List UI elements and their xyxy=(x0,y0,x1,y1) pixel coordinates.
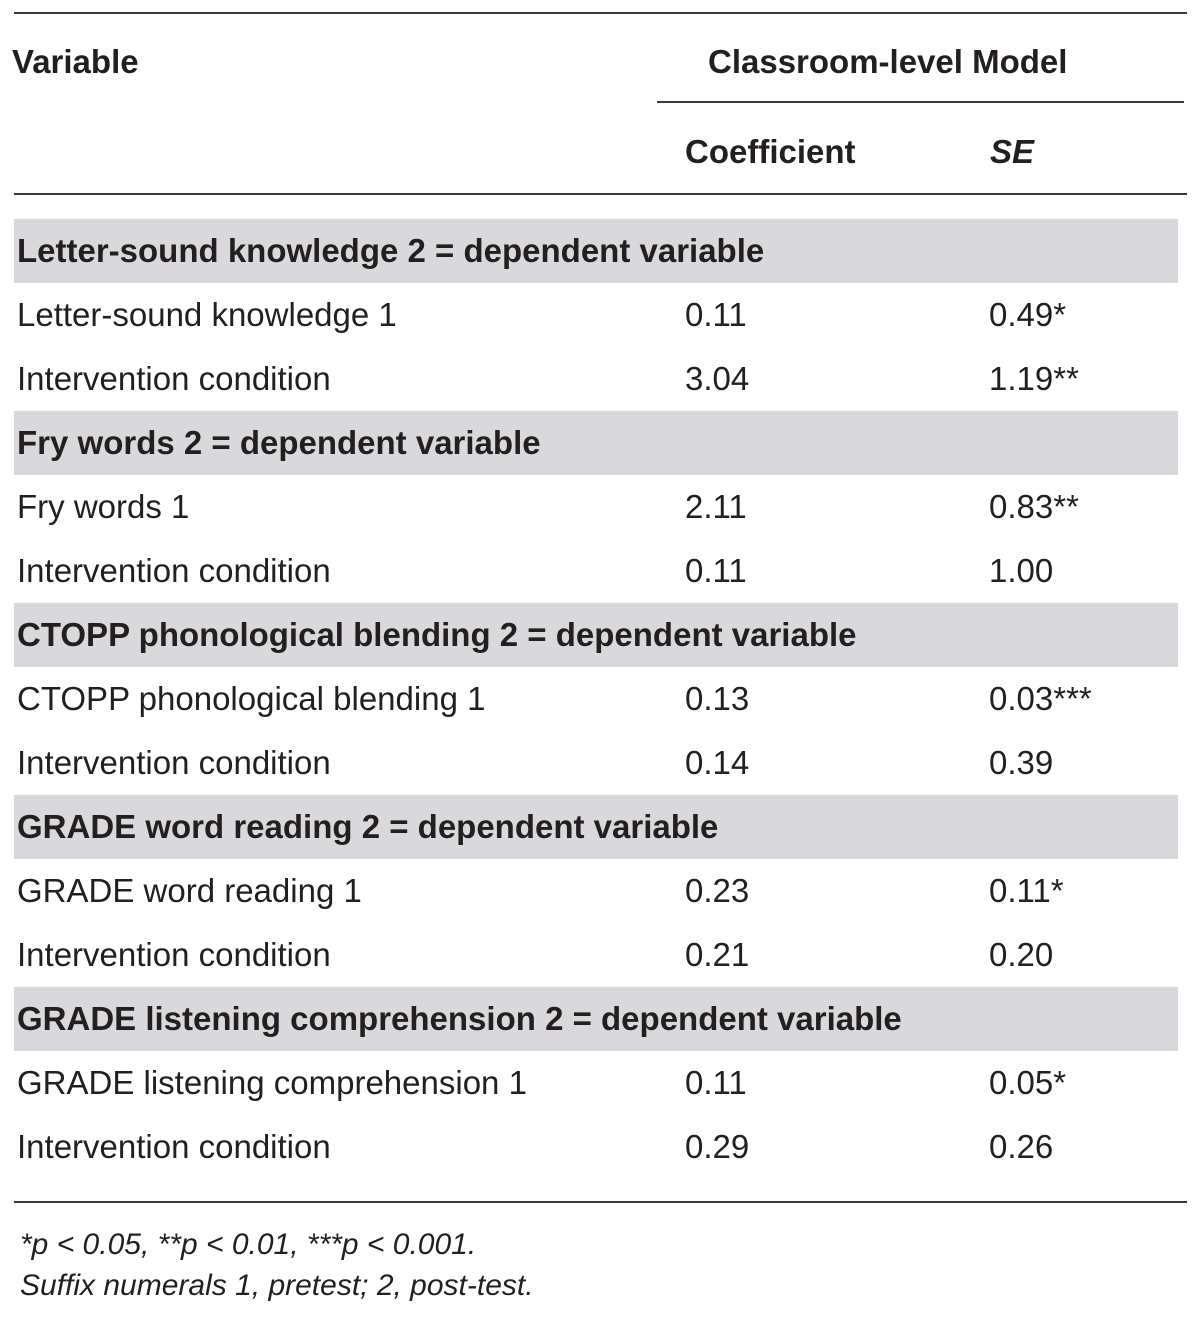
table-bottom-rule xyxy=(14,1201,1187,1203)
table-row xyxy=(14,347,1178,411)
table-row xyxy=(14,475,1178,539)
table-row xyxy=(14,923,1178,987)
table-row xyxy=(14,667,1178,731)
variable-cell: Intervention condition xyxy=(17,744,331,781)
se-column-header: SE xyxy=(990,133,1035,170)
variable-cell: Intervention condition xyxy=(17,360,331,397)
group-header-rule xyxy=(657,101,1184,103)
variable-cell: Intervention condition xyxy=(17,552,331,589)
se-cell: 0.26 xyxy=(989,1128,1054,1165)
se-cell: 0.11* xyxy=(989,872,1064,909)
coefficient-cell: 3.04 xyxy=(685,360,750,397)
table-row xyxy=(14,539,1178,603)
section-header xyxy=(14,411,1178,475)
coefficient-cell: 0.13 xyxy=(685,680,750,717)
se-cell: 0.49* xyxy=(989,296,1067,333)
variable-cell: Fry words 1 xyxy=(17,488,190,525)
se-cell: 1.00 xyxy=(989,552,1054,589)
coefficient-cell: 0.21 xyxy=(685,936,750,973)
section-header xyxy=(14,987,1178,1051)
variable-cell: Letter-sound knowledge 1 xyxy=(17,296,397,333)
se-cell: 1.19** xyxy=(989,360,1079,397)
coefficient-cell: 0.23 xyxy=(685,872,750,909)
table-row xyxy=(14,731,1178,795)
classroom-model-group-header: Classroom-level Model xyxy=(708,43,1068,80)
coefficient-cell: 0.11 xyxy=(685,552,747,589)
section-header xyxy=(14,219,1178,283)
coefficient-column-header: Coefficient xyxy=(685,133,856,170)
suffix-footnote: Suffix numerals 1, pretest; 2, post-test. xyxy=(20,1269,534,1302)
section-header xyxy=(14,795,1178,859)
variable-cell: Intervention condition xyxy=(17,936,331,973)
table-row xyxy=(14,1051,1178,1115)
table-row xyxy=(14,1115,1178,1179)
section-title: GRADE listening comprehension 2 = dependent variable xyxy=(17,1000,902,1037)
se-cell: 0.05* xyxy=(989,1064,1067,1101)
section-header xyxy=(14,603,1178,667)
table-body xyxy=(14,219,1178,1179)
coefficient-cell: 2.11 xyxy=(685,488,747,525)
section-title: Fry words 2 = dependent variable xyxy=(17,424,541,461)
section-title: CTOPP phonological blending 2 = dependent variable xyxy=(17,616,857,653)
se-cell: 0.03*** xyxy=(989,680,1092,717)
variable-cell: Intervention condition xyxy=(17,1128,331,1165)
table-row xyxy=(14,859,1178,923)
table-footnotes xyxy=(20,1224,534,1306)
variable-column-header: Variable xyxy=(12,43,139,80)
table-row xyxy=(14,283,1178,347)
significance-footnote: *p < 0.05, **p < 0.01, ***p < 0.001. xyxy=(20,1228,477,1261)
variable-cell: GRADE listening comprehension 1 xyxy=(17,1064,527,1101)
table-top-rule xyxy=(14,12,1187,14)
coefficient-cell: 0.29 xyxy=(685,1128,750,1165)
header-bottom-rule xyxy=(14,193,1187,195)
coefficient-cell: 0.11 xyxy=(685,296,747,333)
variable-cell: CTOPP phonological blending 1 xyxy=(17,680,486,717)
se-cell: 0.83** xyxy=(989,488,1079,525)
se-cell: 0.20 xyxy=(989,936,1054,973)
coefficient-cell: 0.14 xyxy=(685,744,750,781)
section-title: Letter-sound knowledge 2 = dependent variable xyxy=(17,232,765,269)
variable-cell: GRADE word reading 1 xyxy=(17,872,362,909)
section-title: GRADE word reading 2 = dependent variable xyxy=(17,808,719,845)
coefficient-cell: 0.11 xyxy=(685,1064,747,1101)
se-cell: 0.39 xyxy=(989,744,1054,781)
